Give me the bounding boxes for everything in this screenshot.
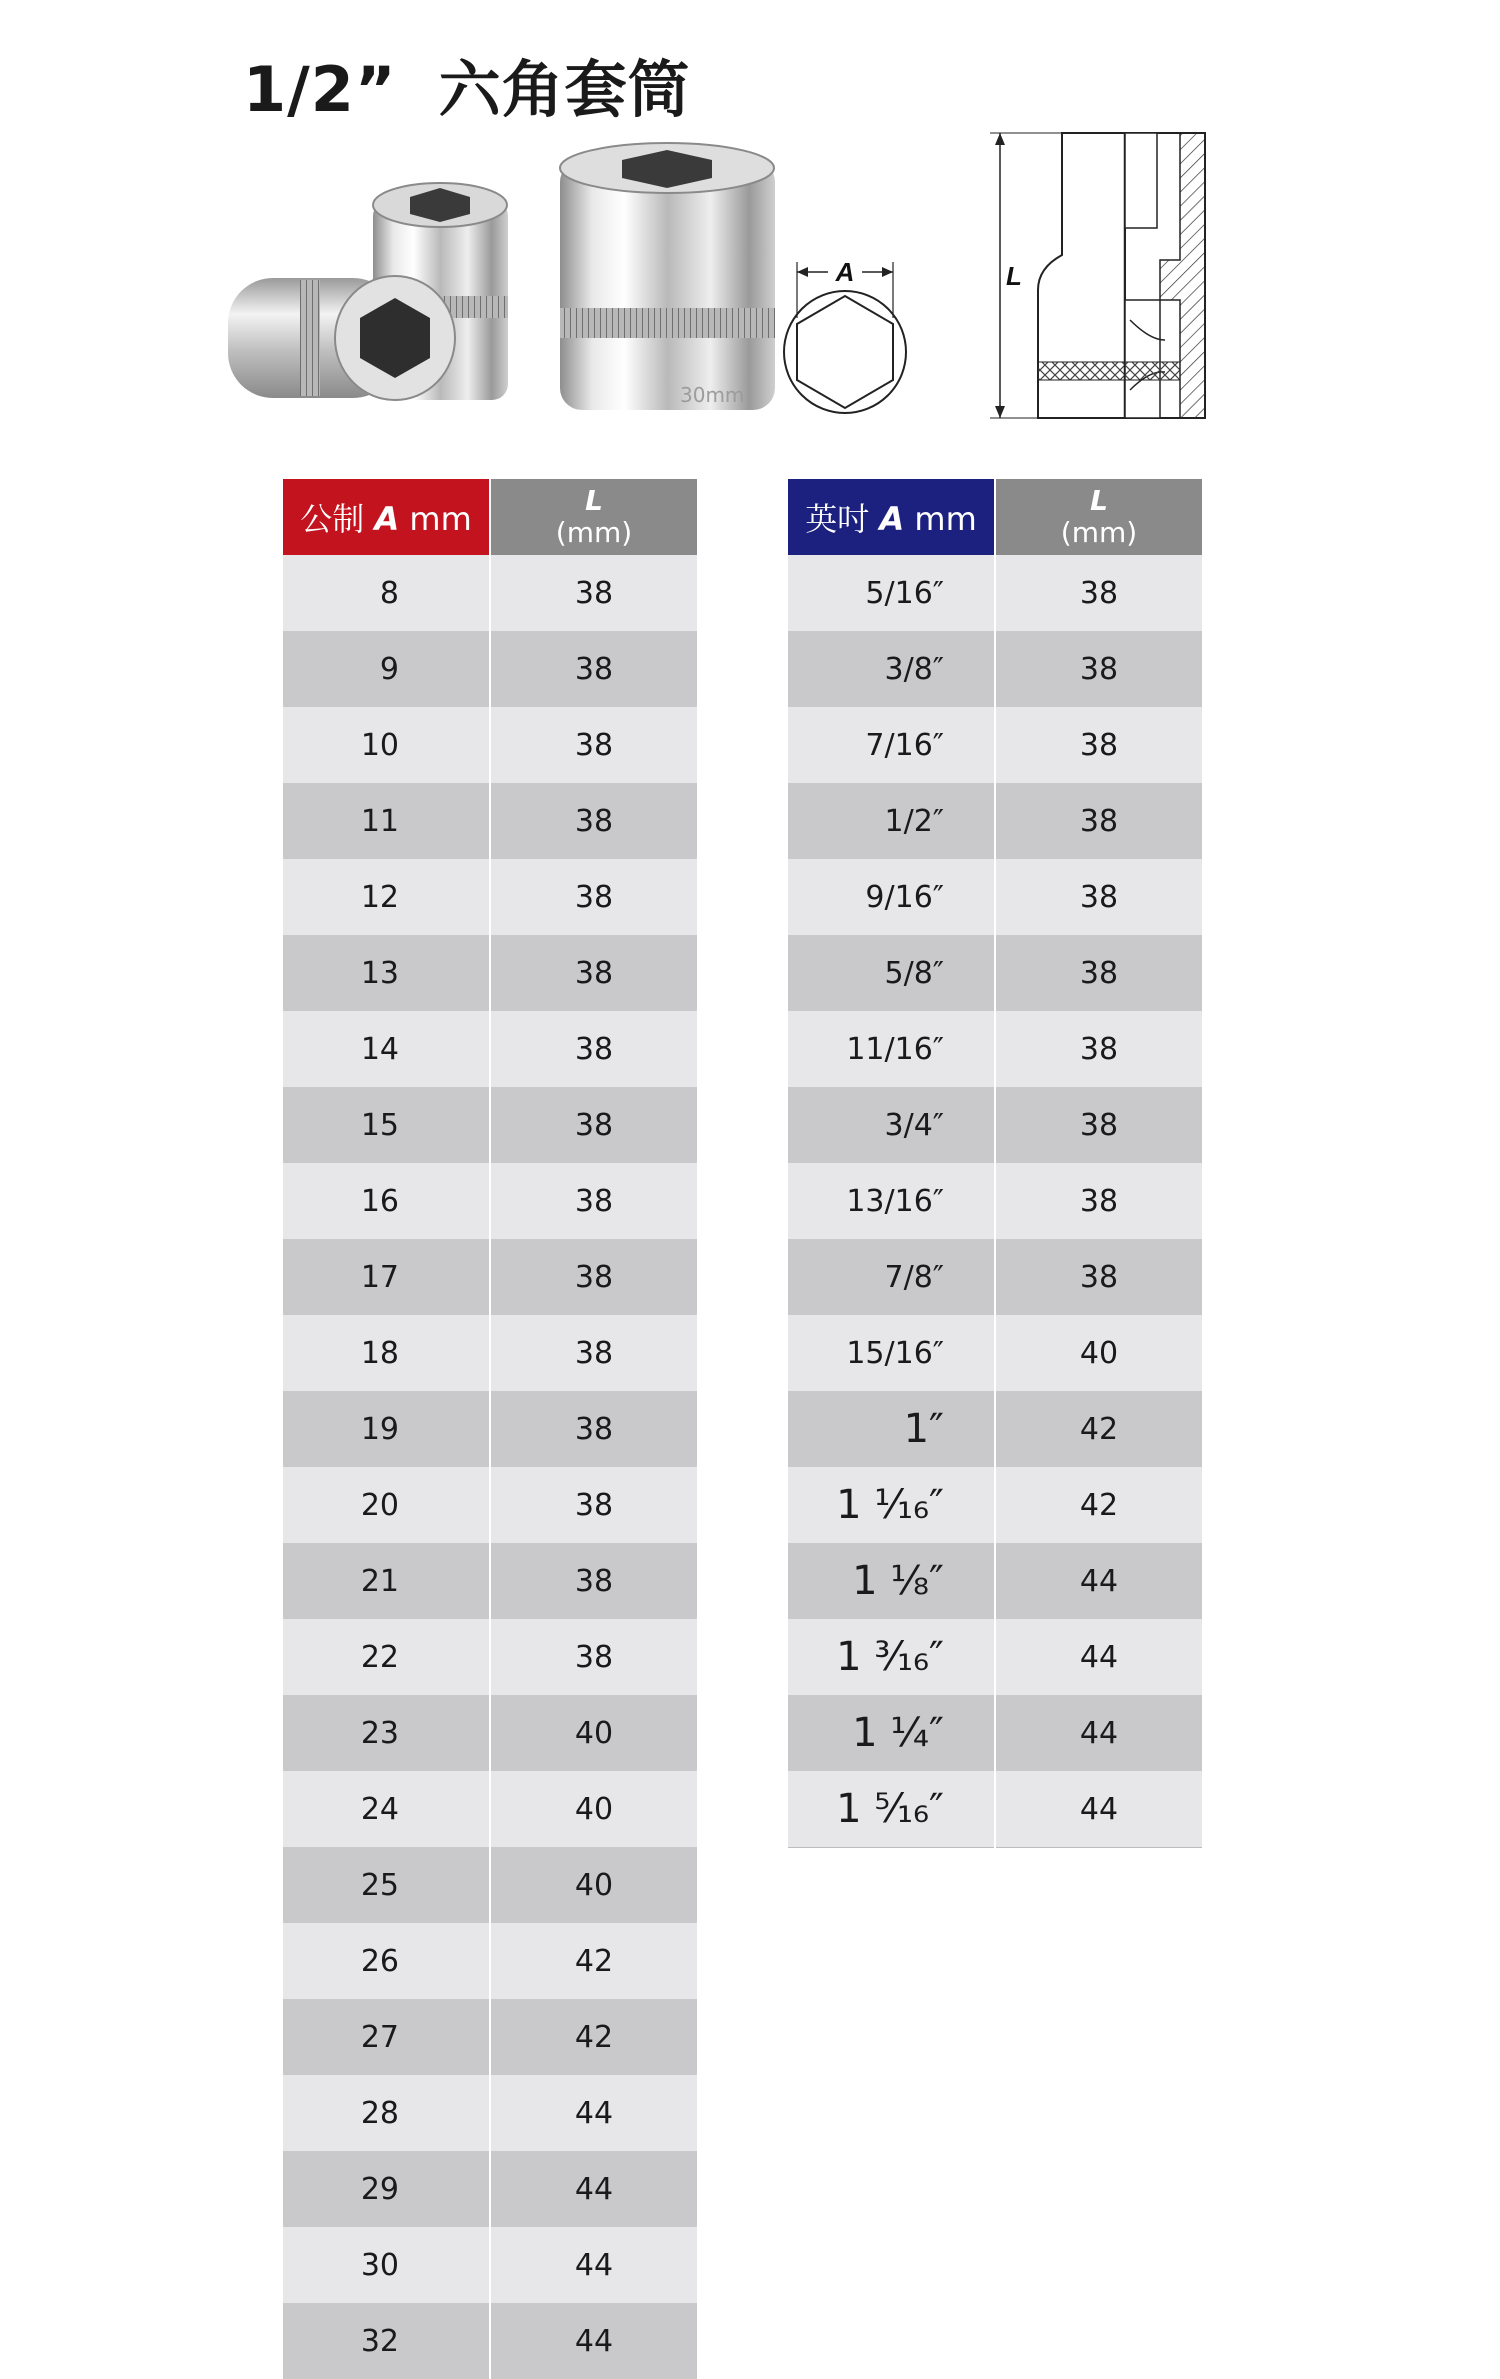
metric-size-cell: 18: [283, 1315, 490, 1391]
metric-length-cell: 44: [490, 2303, 697, 2379]
hex-dimension-diagram: [784, 257, 906, 413]
metric-length-cell: 38: [490, 935, 697, 1011]
metric-header-prefix: 公制: [300, 500, 365, 538]
metric-length-cell: 38: [490, 1543, 697, 1619]
metric-size-cell: 32: [283, 2303, 490, 2379]
metric-size-cell: 23: [283, 1695, 490, 1771]
metric-length-cell: 40: [490, 1695, 697, 1771]
imperial-size-cell: 1 ⁵⁄₁₆″: [788, 1771, 995, 1848]
metric-length-cell: 38: [490, 1391, 697, 1467]
imperial-size-cell: 9/16″: [788, 859, 995, 935]
metric-size-header: [283, 479, 490, 555]
table-row: [788, 1695, 1202, 1771]
imperial-size-table: [788, 479, 1202, 1848]
table-row: [788, 707, 1202, 783]
table-row: [283, 2075, 697, 2151]
imperial-length-cell: 44: [995, 1543, 1202, 1619]
table-row: [788, 631, 1202, 707]
imperial-length-cell: 38: [995, 707, 1202, 783]
metric-length-cell: 38: [490, 555, 697, 631]
metric-size-cell: 8: [283, 555, 490, 631]
imperial-size-cell: 1 ⅛″: [788, 1543, 995, 1619]
metric-length-cell: 44: [490, 2227, 697, 2303]
imperial-l-unit: (mm): [1060, 516, 1138, 549]
imperial-length-cell: 38: [995, 1163, 1202, 1239]
table-row: [283, 1087, 697, 1163]
table-row: [788, 1771, 1202, 1848]
metric-length-cell: 38: [490, 783, 697, 859]
metric-length-cell: 38: [490, 1011, 697, 1087]
table-row: [283, 1391, 697, 1467]
metric-length-cell: 44: [490, 2151, 697, 2227]
metric-size-cell: 12: [283, 859, 490, 935]
imperial-length-cell: 42: [995, 1391, 1202, 1467]
imperial-size-cell: 1 ¹⁄₁₆″: [788, 1467, 995, 1543]
table-header-row: [788, 479, 1202, 555]
socket-size-marking: 30mm: [680, 383, 745, 407]
imperial-length-cell: 44: [995, 1771, 1202, 1848]
table-row: [788, 1239, 1202, 1315]
metric-size-cell: 24: [283, 1771, 490, 1847]
imperial-header-prefix: 英吋: [805, 500, 870, 538]
imperial-length-cell: 38: [995, 859, 1202, 935]
table-row: [283, 631, 697, 707]
imperial-length-cell: 42: [995, 1467, 1202, 1543]
table-row: [788, 1087, 1202, 1163]
metric-length-cell: 40: [490, 1847, 697, 1923]
metric-length-cell: 38: [490, 1163, 697, 1239]
imperial-length-cell: 38: [995, 1011, 1202, 1087]
imperial-length-cell: 38: [995, 555, 1202, 631]
metric-size-table: [283, 479, 697, 2379]
metric-size-cell: 27: [283, 1999, 490, 2075]
table-row: [283, 1771, 697, 1847]
table-row: [788, 1619, 1202, 1695]
imperial-length-cell: 38: [995, 1239, 1202, 1315]
metric-size-cell: 22: [283, 1619, 490, 1695]
table-row: [283, 1695, 697, 1771]
imperial-table-body: [788, 555, 1202, 1848]
table-row: [283, 1315, 697, 1391]
table-row: [283, 1619, 697, 1695]
imperial-size-header: [788, 479, 995, 555]
metric-size-cell: 30: [283, 2227, 490, 2303]
imperial-length-cell: 44: [995, 1619, 1202, 1695]
table-row: [788, 1315, 1202, 1391]
table-row: [788, 783, 1202, 859]
metric-length-cell: 44: [490, 2075, 697, 2151]
imperial-size-cell: 1 ³⁄₁₆″: [788, 1619, 995, 1695]
metric-size-cell: 14: [283, 1011, 490, 1087]
table-row: [283, 2151, 697, 2227]
metric-header-unit: mm: [409, 500, 472, 538]
table-row: [283, 1467, 697, 1543]
socket-section-diagram: [990, 133, 1205, 418]
metric-length-cell: 38: [490, 859, 697, 935]
small-lying-socket-image: [228, 276, 455, 400]
metric-size-cell: 15: [283, 1087, 490, 1163]
metric-size-cell: 29: [283, 2151, 490, 2227]
imperial-size-cell: 5/8″: [788, 935, 995, 1011]
imperial-size-cell: 3/8″: [788, 631, 995, 707]
metric-length-cell: 42: [490, 1923, 697, 1999]
metric-l-unit: (mm): [555, 516, 633, 549]
imperial-l-label: L: [1090, 484, 1108, 517]
metric-length-cell: 38: [490, 1315, 697, 1391]
table-row: [788, 1011, 1202, 1087]
table-row: [283, 1239, 697, 1315]
metric-length-header: [490, 479, 697, 555]
table-row: [788, 1391, 1202, 1467]
table-row: [283, 783, 697, 859]
metric-l-label: L: [585, 484, 603, 517]
metric-length-cell: 38: [490, 1087, 697, 1163]
imperial-length-header: [995, 479, 1202, 555]
metric-size-cell: 9: [283, 631, 490, 707]
imperial-size-cell: 13/16″: [788, 1163, 995, 1239]
metric-table-body: [283, 555, 697, 2379]
metric-length-cell: 42: [490, 1999, 697, 2075]
table-row: [283, 1847, 697, 1923]
table-row: [788, 859, 1202, 935]
table-row: [283, 1543, 697, 1619]
metric-size-cell: 16: [283, 1163, 490, 1239]
metric-length-cell: 38: [490, 631, 697, 707]
metric-size-cell: 19: [283, 1391, 490, 1467]
metric-length-cell: 40: [490, 1771, 697, 1847]
table-row: [788, 1467, 1202, 1543]
product-illustration: [0, 0, 1500, 460]
dim-a-label: A: [835, 257, 855, 287]
imperial-size-cell: 11/16″: [788, 1011, 995, 1087]
imperial-length-cell: 38: [995, 935, 1202, 1011]
table-row: [788, 555, 1202, 631]
metric-length-cell: 38: [490, 1239, 697, 1315]
table-row: [283, 859, 697, 935]
table-row: [283, 2303, 697, 2379]
imperial-length-cell: 44: [995, 1695, 1202, 1771]
table-row: [283, 555, 697, 631]
imperial-size-cell: 1/2″: [788, 783, 995, 859]
imperial-length-cell: 40: [995, 1315, 1202, 1391]
imperial-length-cell: 38: [995, 1087, 1202, 1163]
metric-length-cell: 38: [490, 707, 697, 783]
title-name: 六角套筒: [438, 53, 691, 126]
table-row: [283, 1999, 697, 2075]
imperial-length-cell: 38: [995, 783, 1202, 859]
imperial-length-cell: 38: [995, 631, 1202, 707]
table-row: [283, 935, 697, 1011]
metric-size-cell: 28: [283, 2075, 490, 2151]
imperial-size-cell: 1 ¼″: [788, 1695, 995, 1771]
imperial-size-cell: 7/8″: [788, 1239, 995, 1315]
table-row: [283, 1163, 697, 1239]
metric-size-cell: 11: [283, 783, 490, 859]
table-header-row: [283, 479, 697, 555]
title-size: 1/2”: [243, 53, 397, 126]
table-row: [788, 1163, 1202, 1239]
metric-size-cell: 26: [283, 1923, 490, 1999]
large-socket-image: [560, 143, 775, 410]
imperial-size-cell: 7/16″: [788, 707, 995, 783]
metric-size-cell: 13: [283, 935, 490, 1011]
table-row: [283, 1011, 697, 1087]
table-row: [788, 935, 1202, 1011]
metric-size-cell: 21: [283, 1543, 490, 1619]
table-row: [283, 1923, 697, 1999]
metric-length-cell: 38: [490, 1619, 697, 1695]
metric-size-cell: 25: [283, 1847, 490, 1923]
metric-size-cell: 20: [283, 1467, 490, 1543]
table-row: [283, 707, 697, 783]
metric-size-cell: 10: [283, 707, 490, 783]
metric-header-a: A: [374, 500, 400, 538]
imperial-size-cell: 1″: [788, 1391, 995, 1467]
table-row: [283, 2227, 697, 2303]
imperial-size-cell: 15/16″: [788, 1315, 995, 1391]
metric-length-cell: 38: [490, 1467, 697, 1543]
table-row: [788, 1543, 1202, 1619]
metric-size-cell: 17: [283, 1239, 490, 1315]
dim-l-label: L: [1006, 261, 1022, 291]
imperial-header-a: A: [879, 500, 905, 538]
imperial-size-cell: 5/16″: [788, 555, 995, 631]
imperial-size-cell: 3/4″: [788, 1087, 995, 1163]
imperial-header-unit: mm: [914, 500, 977, 538]
